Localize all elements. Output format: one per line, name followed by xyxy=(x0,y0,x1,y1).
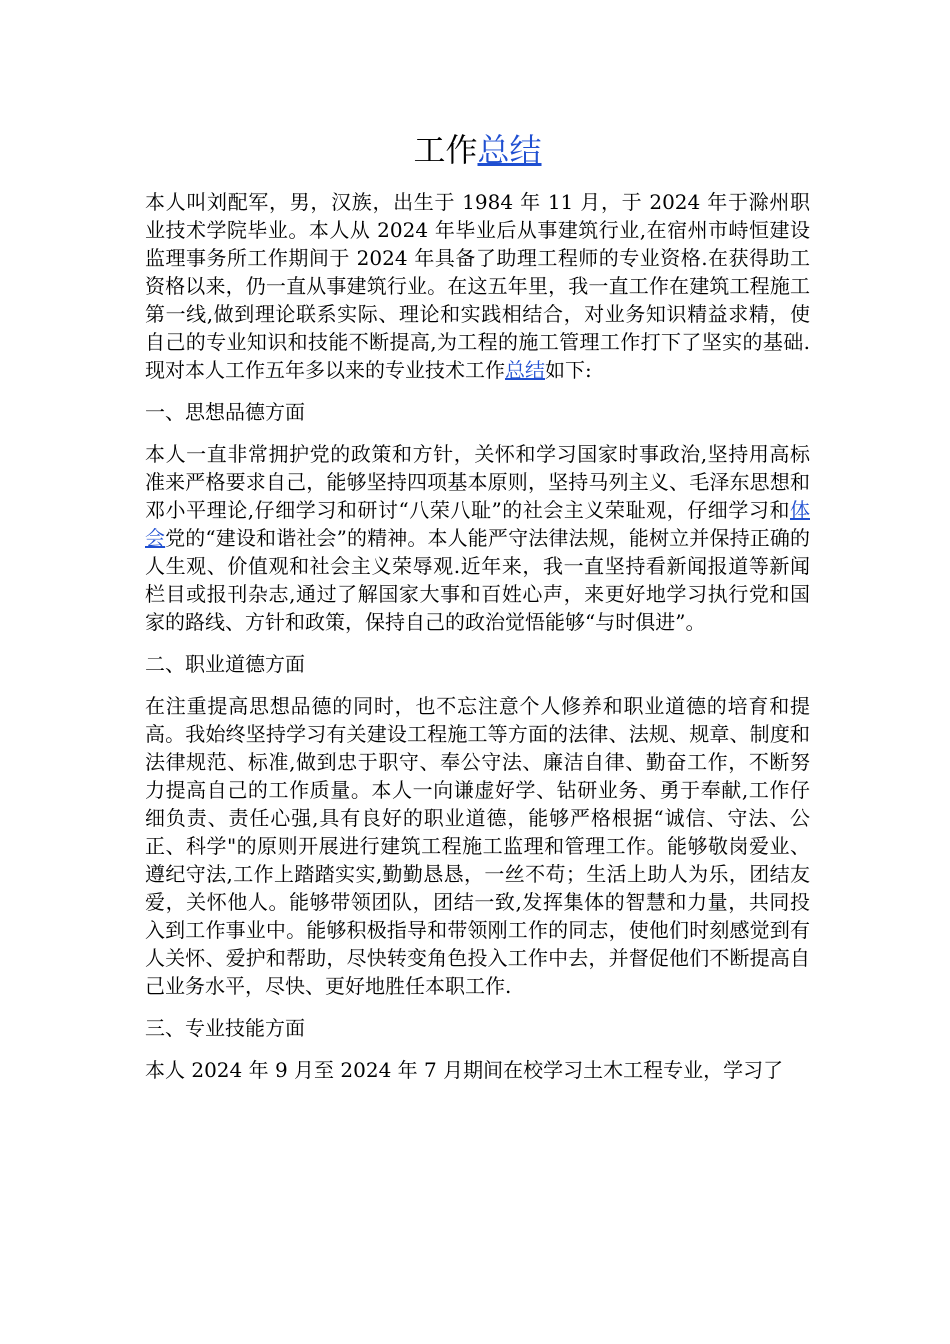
skills-paragraph: 本人 2024 年 9 月至 2024 年 7 月期间在校学习土木工程专业，学习了 xyxy=(145,1058,784,1082)
section-heading-skills: 三、专业技能方面 xyxy=(145,1016,305,1040)
intro-text: 本人叫刘配军，男，汉族，出生于 1984 年 11 月，于 2024 年于滁州职业技术学院毕业。本人从 2024 年毕业后从事建筑行业,在宿州市峙恒建设监理事务所工作期间于 2024 年具备了助理工程师的专业资格.在获得助工资格以来，仍一直从事建筑行业。在这五年里，我一直工作在建筑工程施工第一线,做到理论联系实际、理论和实践相结合，对业务知识精益求精，使自己的专业知识和技能不断提高,为工程的施工管理工作打下了坚实的基础.现对本人工作五年多以来的专业技术工作 xyxy=(145,190,810,382)
title-text: 工作 xyxy=(413,131,478,169)
section-heading-ideology: 一、思想品德方面 xyxy=(145,400,305,424)
intro-summary-link[interactable]: 总结 xyxy=(505,358,545,382)
ethics-paragraph: 在注重提高思想品德的同时，也不忘注意个人修养和职业道德的培育和提高。我始终坚持学习有关建设工程施工等方面的法律、法规、规章、制度和法律规范、标准,做到忠于职守、奉公守法、廉洁自律、勤奋工作，不断努力提高自己的工作质量。本人一向谦虚好学、钻研业务、勇于奉献,工作仔细负责、责任心强,具有良好的职业道德，能够严格根据“诚信、守法、公正、科学"的原则开展进行建筑工程施工监理和管理工作。能够敬岗爱业、遵纪守法,工作上踏踏实实,勤勤恳恳，一丝不苟；生活上助人为乐，团结友爱，关怀他人。能够带领团队，团结一致,发挥集体的智慧和力量，共同投入到工作事业中。能够积极指导和带领刚工作的同志，使他们时刻感觉到有人关怀、爱护和帮助，尽快转变角色投入工作中去，并督促他们不断提高自己业务水平，尽快、更好地胜任本职工作. xyxy=(145,694,810,998)
title-link[interactable]: 总结 xyxy=(477,131,542,169)
section-heading-ethics: 二、职业道德方面 xyxy=(145,652,305,676)
ideology-text-end: 党的“建设和谐社会”的精神。本人能严守法律法规，能树立并保持正确的人生观、价值观和社会主义荣辱观.近年来，我一直坚持看新闻报道等新闻栏目或报刊杂志,通过了解国家大事和百姓心声，来更好地学习执行党和国家的路线、方针和政策，保持自己的政治觉悟能够“与时俱进”。 xyxy=(145,526,810,634)
document-page xyxy=(145,128,810,1098)
intro-paragraph xyxy=(145,188,810,384)
ideology-link[interactable]: 体会 xyxy=(145,498,810,550)
intro-text-end: 如下: xyxy=(545,358,592,382)
ideology-paragraph xyxy=(145,440,810,636)
ideology-text: 本人一直非常拥护党的政策和方针，关怀和学习国家时事政治,坚持用高标准来严格要求自己，能够坚持四项基本原则，坚持马列主义、毛泽东思想和邓小平理论,仔细学习和研讨“八荣八耻”的社会主义荣耻观，仔细学习和 xyxy=(145,442,810,522)
document-title xyxy=(145,128,810,172)
